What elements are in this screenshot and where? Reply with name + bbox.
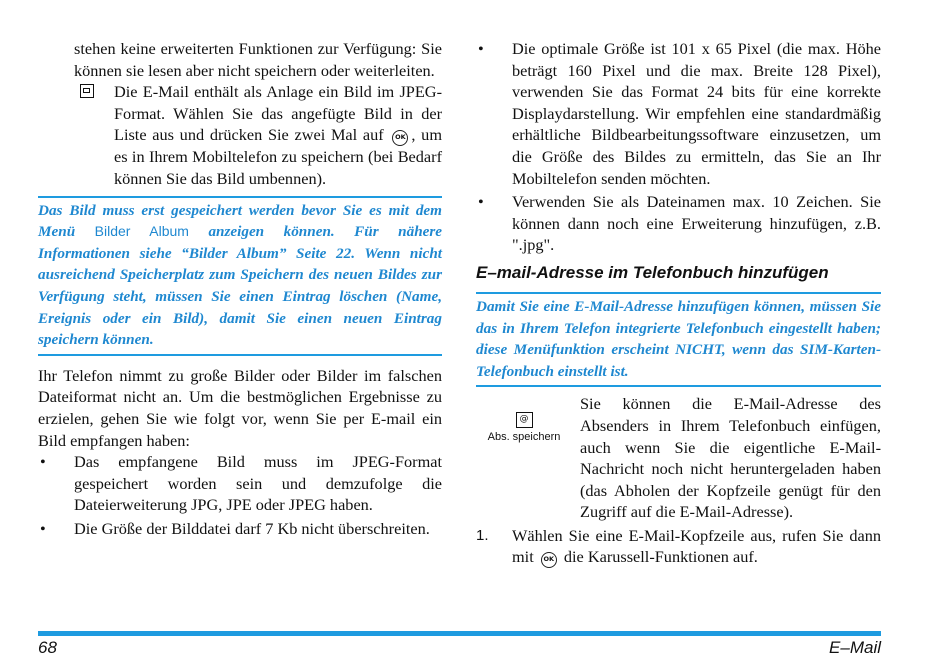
section-title: E–Mail [829,638,881,657]
image-item-text-after: , um es in Ihrem Mobiltelefon zu speichern (bei Bedarf können Sie das Bild umbennen). [114,125,442,188]
at-sign-icon: @ [516,412,533,428]
footer-divider [38,631,881,636]
bullet-icon: • [40,518,46,538]
bullet-icon: • [478,192,484,212]
bullet-icon: • [478,39,484,58]
image-attachment-item [38,81,442,189]
ok-key-icon: OK [392,130,408,146]
note-box-phonebook: Damit Sie eine E-Mail-Adresse hinzufügen können, müssen Sie das in Ihrem Telefon integrierte Telefonbuch eingestellt haben; diese Menüfunktion erscheint NICHT, wenn das SIM-Karten-Telefonbuch einstellt ist. [476,292,881,387]
menu-name-bilder-album: Bilder Album [94,223,189,240]
right-bullet-list [476,38,881,256]
intro-text: stehen keine erweiterten Funktionen zur Verfügung: Sie können sie lesen aber nicht speichern oder weiterleiten. [74,39,442,80]
list-item: 1. Wählen Sie eine E-Mail-Kopfzeile aus, rufen Sie dann mit OK die Karussell-Funktionen auf. [476,525,881,567]
save-sender-icon-group [478,405,570,444]
steps-list [476,525,881,569]
step-number: 1. [476,526,489,544]
note-part2: anzeigen können. Für nähere Informationen siehe “Bilder Album” Seite 22. Wenn nicht ausreichend Speicherplatz zum Speichern des neuen Bildes zur Verfügung steht, müssen Sie einen Eintrag löschen (Name, Ereignis oder ein Bild), damit Sie einen neuen Eintrag speichern können. [38,223,443,349]
right-column [476,38,881,568]
format-paragraph: Ihr Telefon nimmt zu große Bilder oder Bilder im falschen Dateiformat nicht an. Um die bestmöglichen Ergebnisse zu erzielen, gehen Sie wie folgt vor, wenn Sie per E-mail ein Bild empfangen haben: [38,365,442,450]
note-box-image-album [38,196,442,356]
list-item: • Das empfangene Bild muss im JPEG-Format gespeichert worden sein und demzufolge die Dateierweiterung JPG, JPE oder JPEG haben. [40,452,442,515]
list-item: • Die Größe der Bilddatei darf 7 Kb nicht überschreiten. [40,518,430,538]
bullet-icon: • [40,452,46,472]
image-attachment-icon [80,84,94,98]
list-item: • Die optimale Größe ist 101 x 65 Pixel (die max. Höhe beträgt 160 Pixel und die max. Breite 128 Pixel), verwenden Sie das Format 24 bits für eine korrekte Displaydarstellung. Wir empfehlen eine standardmäßig erhältliche Bildbearbeitungssoftware einzusetzen, um die Größe des Bildes zu ermitteln, das Sie an Ihr Mobiltelefon senden möchten. [478,39,881,188]
save-sender-text: Sie können die E-Mail-Adresse des Absenders in Ihrem Telefonbuch einfügen, auch wenn Sie die eigentliche E-Mail-Nachricht noch nicht heruntergeladen haben (das Abholen der Kopfzeile genügt für den Zugriff auf die E-Mail-Adresse). [580,394,881,522]
left-bullet-list [38,451,442,539]
image-item-text-before: Die E-Mail enthält als Anlage ein Bild im JPEG-Format. Wählen Sie das angefügte Bild in der Liste aus und drücken Sie zwei Mal auf [114,82,442,145]
ok-key-icon: OK [541,552,557,568]
list-item: • Verwenden Sie als Dateinamen max. 10 Zeichen. Sie können dann noch eine Erweiterung hinzufügen, z.B. ".jpg". [478,192,881,255]
section-heading: E–mail-Adresse im Telefonbuch hinzufügen [476,262,829,282]
left-column [38,38,442,539]
page-number: 68 [38,638,57,657]
save-sender-block [476,393,881,523]
save-sender-label: Abs. speichern [487,431,561,444]
note-part1: Das Bild muss erst gespeichert werden bevor Sie es mit dem Menü [38,201,442,241]
